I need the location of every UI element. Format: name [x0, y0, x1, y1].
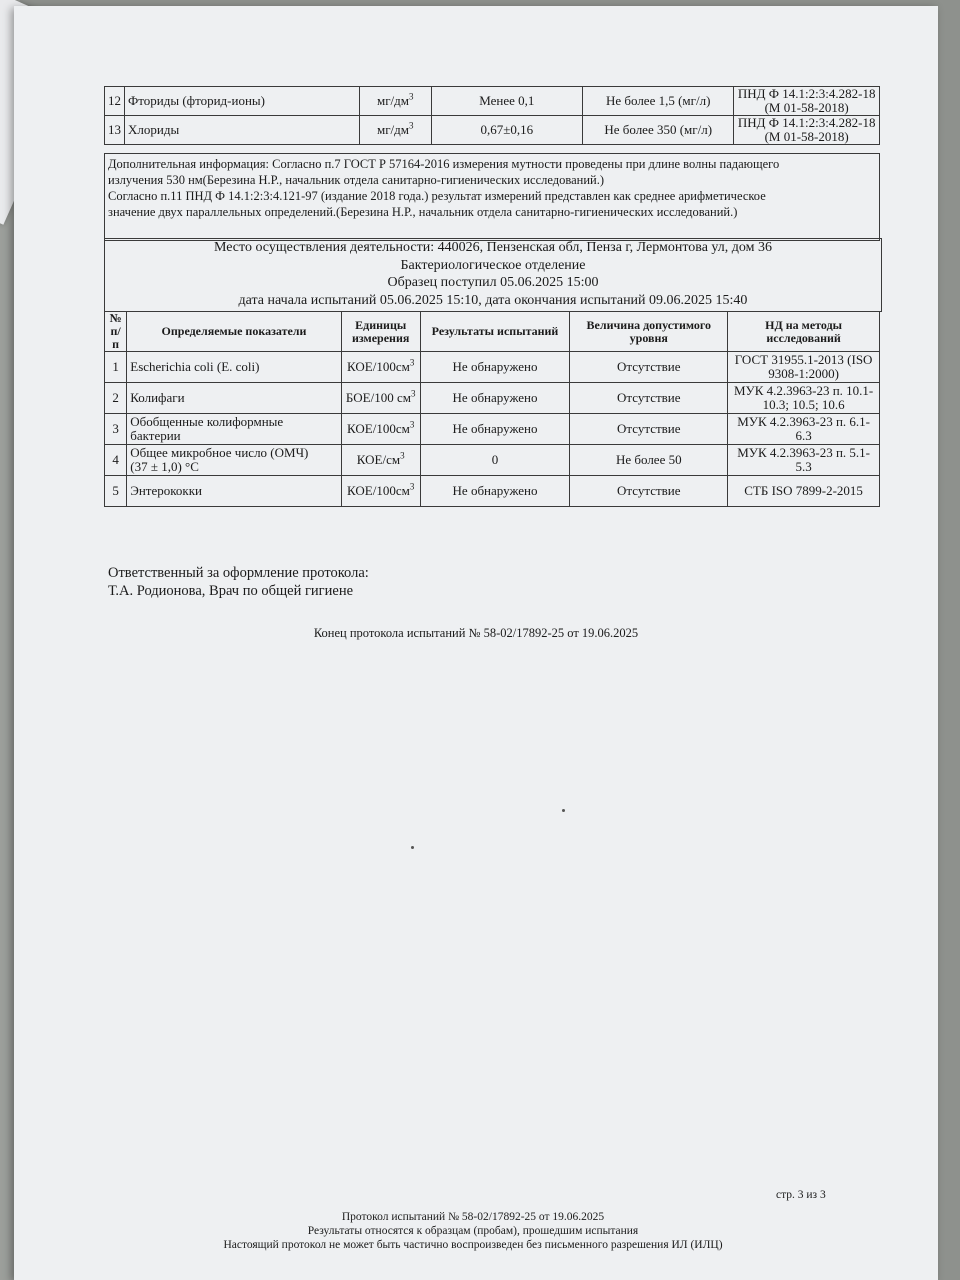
column-header: № п/п [105, 312, 127, 352]
info-line: излучения 530 нм(Березина Н.Р., начальник отдела санитарно-гигиенических исследований.) [108, 173, 605, 187]
row-number: 1 [105, 352, 127, 383]
row-number: 5 [105, 476, 127, 507]
result-cell: Не обнаружено [420, 476, 570, 507]
indicator-name: Общее микробное число (ОМЧ) (37 ± 1,0) °С [127, 445, 341, 476]
indicator-name: Энтерококки [127, 476, 341, 507]
unit-cell: КОЕ/$100см^3$ [341, 352, 420, 383]
unit-cell: КОЕ/$100см^3$ [341, 476, 420, 507]
row-number: 12 [105, 87, 125, 116]
responsible-label: Ответственный за оформление протокола: [108, 565, 369, 581]
page-number: стр. 3 из 3 [776, 1189, 826, 1201]
norm-cell: Не более 1,5 (мг/л) [583, 87, 734, 116]
method-cell: СТБ ISO 7899-2-2015 [728, 476, 880, 507]
table-row [105, 414, 880, 445]
responsible-person [108, 564, 369, 600]
norm-cell: Отсутствие [570, 383, 728, 414]
norm-cell: Не более 350 (мг/л) [583, 116, 734, 145]
page-footer [0, 1210, 960, 1252]
chemical-results-table [104, 86, 880, 145]
column-header: НД на методы исследований [728, 312, 880, 352]
table-row [105, 87, 880, 116]
column-header: Величина допустимого уровня [570, 312, 728, 352]
method-cell: МУК 4.2.3963-23 п. 10.1- 10.3; 10.5; 10.6 [728, 383, 880, 414]
row-number: 13 [105, 116, 125, 145]
unit-cell: КОЕ/$100см^3$ [341, 414, 420, 445]
column-header: Единицы измерения [341, 312, 420, 352]
paper-speck [562, 809, 565, 812]
result-cell: 0,67±0,16 [431, 116, 582, 145]
result-cell: 0 [420, 445, 570, 476]
table-header-row [105, 312, 880, 352]
additional-info-box [104, 153, 880, 241]
row-number: 3 [105, 414, 127, 445]
info-line: значение двух параллельных определений.(Березина Н.Р., начальник отдела санитарно-гигиенических исследований.) [108, 205, 738, 219]
activity-place-box [104, 238, 882, 312]
column-header: Определяемые показатели [127, 312, 341, 352]
row-number: 2 [105, 383, 127, 414]
table-row [105, 476, 880, 507]
table-row [105, 383, 880, 414]
indicator-name: Хлориды [125, 116, 360, 145]
norm-cell: Отсутствие [570, 476, 728, 507]
place-address: Место осуществления деятельности: 440026, Пензенская обл, Пенза г, Лермонтова ул, дом 36 [213, 240, 773, 255]
norm-cell: Отсутствие [570, 414, 728, 445]
result-cell: Менее 0,1 [431, 87, 582, 116]
table-row [105, 352, 880, 383]
method-cell: МУК 4.2.3963-23 п. 5.1- 5.3 [728, 445, 880, 476]
info-line: Дополнительная информация: Согласно п.7 ГОСТ Р 57164-2016 измерения мутности проведены при длине волны падающего [108, 157, 780, 171]
method-cell: ПНД Ф 14.1:2:3:4.282-18 (М 01-58-2018) [734, 116, 880, 145]
indicator-name: Обобщенные колиформные бактерии [127, 414, 341, 445]
info-line: Согласно п.11 ПНД Ф 14.1:2:3:4.121-97 (издание 2018 года.) результат измерений представлен как среднее арифметическое [108, 189, 766, 203]
bacteriology-results-table [104, 311, 880, 507]
test-dates: дата начала испытаний 05.06.2025 15:10, дата окончания испытаний 09.06.2025 15:40 [238, 292, 748, 308]
table-row [105, 116, 880, 145]
indicator-name: Фториды (фторид-ионы) [125, 87, 360, 116]
unit-cell: КОЕ/$см^3$ [341, 445, 420, 476]
method-cell: МУК 4.2.3963-23 п. 6.1- 6.3 [728, 414, 880, 445]
unit-cell: БОЕ/100 $см^3$ [341, 383, 420, 414]
result-cell: Не обнаружено [420, 383, 570, 414]
document-page [14, 6, 938, 1280]
indicator-name: Колифаги [127, 383, 341, 414]
result-cell: Не обнаружено [420, 414, 570, 445]
unit-cell: $мг/дм^3$ [359, 87, 431, 116]
protocol-end-text: Конец протокола испытаний № 58-02/17892-25 от 19.06.2025 [313, 626, 639, 640]
paper-speck [411, 846, 414, 849]
column-header: Результаты испытаний [420, 312, 570, 352]
norm-cell: Не более 50 [570, 445, 728, 476]
unit-cell: $мг/дм^3$ [359, 116, 431, 145]
method-cell: ГОСТ 31955.1-2013 (ISO 9308-1:2000) [728, 352, 880, 383]
row-number: 4 [105, 445, 127, 476]
result-cell: Не обнаружено [420, 352, 570, 383]
footer-line: Настоящий протокол не может быть частично воспроизведен без письменного разрешения ИЛ (ИЛЦ) [223, 1239, 723, 1251]
indicator-name: Escherichia coli (E. coli) [127, 352, 341, 383]
table-row [105, 445, 880, 476]
footer-line: Результаты относятся к образцам (пробам), прошедшим испытания [307, 1225, 639, 1237]
norm-cell: Отсутствие [570, 352, 728, 383]
sample-received: Образец поступил 05.06.2025 15:00 [387, 275, 599, 290]
responsible-name: Т.А. Родионова, Врач по общей гигиене [108, 583, 354, 599]
method-cell: ПНД Ф 14.1:2:3:4.282-18 (М 01-58-2018) [734, 87, 880, 116]
footer-line: Протокол испытаний № 58-02/17892-25 от 19.06.2025 [341, 1211, 605, 1223]
department-name: Бактериологическое отделение [400, 257, 586, 273]
